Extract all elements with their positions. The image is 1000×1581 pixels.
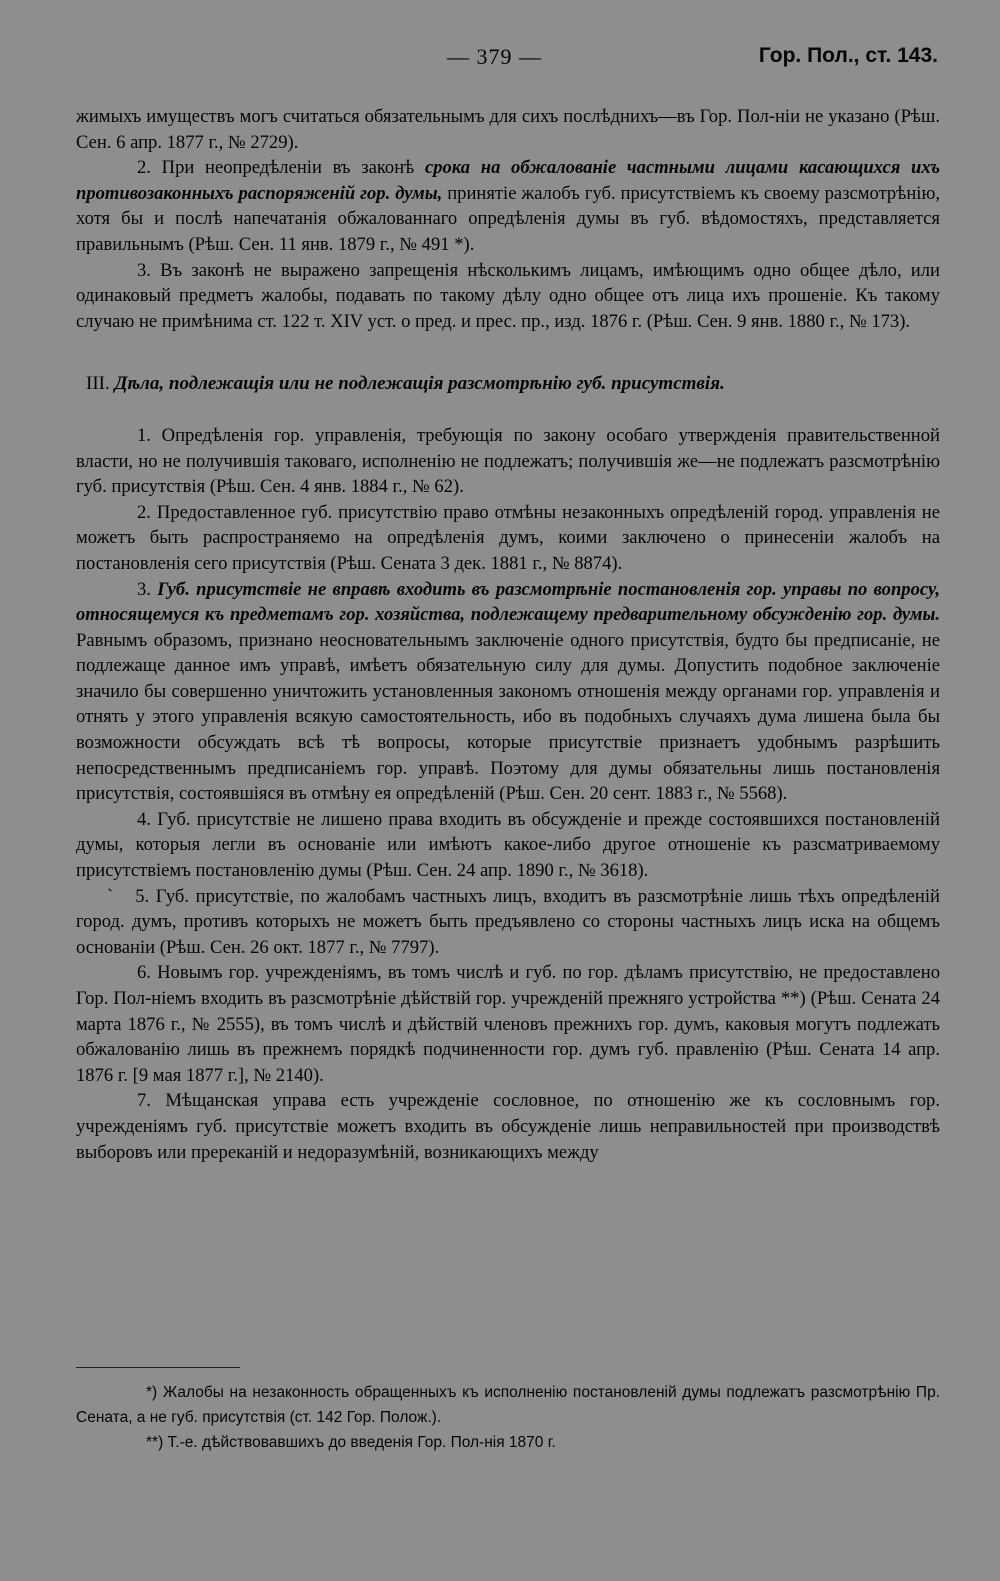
footnotes — [76, 1380, 940, 1455]
section-heading — [86, 371, 940, 397]
section-paragraph-1: 1. Опредѣленія гор. управленія, требующія по закону особаго утвержденія правительственной власти, но не получившія таковаго, исполненію не подлежатъ; получившія же—не подлежатъ разсмотрѣнію губ. присутствія (Рѣш. Сен. 4 янв. 1884 г., № 62). — [76, 424, 940, 498]
paragraph-2-tail: принятіе жалобъ губ. присутствіемъ къ своему разсмотрѣнію, хотя бы и послѣ напечатанія обжалованнаго опредѣленія думы въ губ. вѣдомостяхъ, представляется правильнымъ (Рѣш. Сен. 11 янв. 1879 г., № 491 *). — [76, 182, 940, 255]
paragraph-2-emphasis: срока на обжалованіе частными лицами касающихся ихъ противозаконныхъ распоряженій гор. думы, — [76, 157, 940, 204]
footnote-2: **) Т.-е. дѣйствовавшихъ до введенія Гор. Пол-нія 1870 г. — [146, 1434, 556, 1451]
section-paragraph-4: 4. Губ. присутствіе не лишено права входить въ обсужденіе и прежде состоявшихся постановленій думы, которыя легли въ основаніе или имѣютъ какое-либо другое отношеніе къ разсматриваемому присутствіемъ постановленію думы (Рѣш. Сен. 24 апр. 1890 г., № 3618). — [76, 808, 940, 882]
running-title: Гор. Пол., ст. 143. — [758, 44, 938, 67]
section-paragraph-5 — [76, 884, 940, 961]
paragraph-2-lead: 2. При неопредѣленіи въ законѣ — [137, 157, 425, 179]
section-paragraph-5-text: 5. Губ. присутствіе, по жалобамъ частныхъ лицъ, входитъ въ разсмотрѣніе лишь тѣхъ опредѣленій город. думъ, противъ которыхъ не можетъ быть предъявлено со стороны частныхъ лицъ иска на общемъ основаніи (Рѣш. Сен. 26 окт. 1877 г., № 7797). — [76, 885, 940, 958]
section-paragraph-3-lead: 3. — [137, 578, 158, 600]
section-paragraph-3-emphasis: Губ. присутствіе не вправѣ входить въ разсмотрѣніе постановленія гор. управы по вопросу, относящемуся къ предметамъ гор. хозяйства, подлежащему предварительному обсужденію гор. думы. — [76, 578, 940, 626]
section-paragraph-2: 2. Предоставленное губ. присутствію право отмѣны незаконныхъ опредѣленій город. управленія не можетъ быть распространяемо на опредѣленія думъ, коими заключено о принесеніи жалобъ на постановленія сего присутствія (Рѣш. Сената 3 дек. 1881 г., № 8874). — [76, 501, 940, 574]
section-paragraph-7: 7. Мѣщанская управа есть учрежденіе сословное, по отношенію же къ сословнымъ гор. учрежденіямъ губ. присутствіе можетъ входить въ обсужденіе лишь неправильностей при производствѣ выборовъ или пререканій и недоразумѣній, возникающихъ между — [76, 1090, 940, 1163]
page-number: — 379 — — [447, 44, 542, 69]
main-text — [76, 104, 940, 1165]
paragraph-3: 3. Въ законѣ не выражено запрещенія нѣсколькимъ лицамъ, имѣющимъ одно общее дѣло, или одинаковый предметъ жалобы, подавать по такому дѣлу одно общее отъ лица ихъ прошеніе. Къ такому случаю не примѣнима ст. 122 т. XIV уст. о пред. и прес. пр., изд. 1876 г. (Рѣш. Сен. 9 янв. 1880 г., № 173). — [76, 259, 940, 332]
page-header — [0, 44, 1000, 78]
margin-mark: ` — [107, 885, 114, 907]
section-title: Дѣла, подлежащія или не подлежащія разсмотрѣнію губ. присутствія. — [114, 373, 725, 395]
section-paragraph-3 — [76, 577, 940, 807]
section-number: III. — [86, 373, 115, 395]
section-paragraph-3-tail: Равнымъ образомъ, признано неосновательнымъ заключеніе одного присутствія, будто бы предписаніе, не подлежаще данное имъ управѣ, имѣетъ обязательную силу для думы. Допустить подобное заключеніе значило бы совершенно уничтожить установленныя закономъ отношенія между органами гор. управленія и отнять у этого управленія всякую самостоятельность, ибо въ подобныхъ случаяхъ дума лишена была бы возможности обсуждать всѣ тѣ вопросы, которые присутствіе признаетъ удобнымъ разрѣшить непосредственнымъ предписаніемъ гор. управѣ. Поэтому для думы обязательны лишь постановленія присутствія, состоявшіяся въ отмѣну ея опредѣленій (Рѣш. Сен. 20 сент. 1883 г., № 5568). — [76, 629, 940, 805]
paragraph-continued: жимыхъ имуществъ могъ считаться обязательнымъ для сихъ послѣднихъ—въ Гор. Пол-ніи не указано (Рѣш. Сен. 6 апр. 1877 г., № 2729). — [76, 106, 940, 153]
section-paragraph-6: 6. Новымъ гор. учрежденіямъ, въ томъ числѣ и губ. по гор. дѣламъ присутствію, не предоставлено Гор. Пол-ніемъ входить въ разсмотрѣніе дѣйствій гор. учрежденій прежняго устройства **) (Рѣш. Сената 24 марта 1876 г., № 2555), въ томъ числѣ и дѣйствій членовъ прежнихъ гор. думъ, каковыя могутъ подлежать обжалованію лишь въ прежнемъ порядкѣ подчиненности гор. думъ губ. правленію (Рѣш. Сената 14 апр. 1876 г. [9 мая 1877 г.], № 2140). — [76, 962, 940, 1086]
footnote-divider — [76, 1367, 240, 1368]
paragraph-2 — [76, 155, 940, 257]
footnote-1: *) Жалобы на незаконность обращенныхъ къ исполненію постановленій думы подлежатъ разсмотрѣнію Пр. Сената, а не губ. присутствія (ст. 142 Гор. Полож.). — [76, 1384, 940, 1426]
